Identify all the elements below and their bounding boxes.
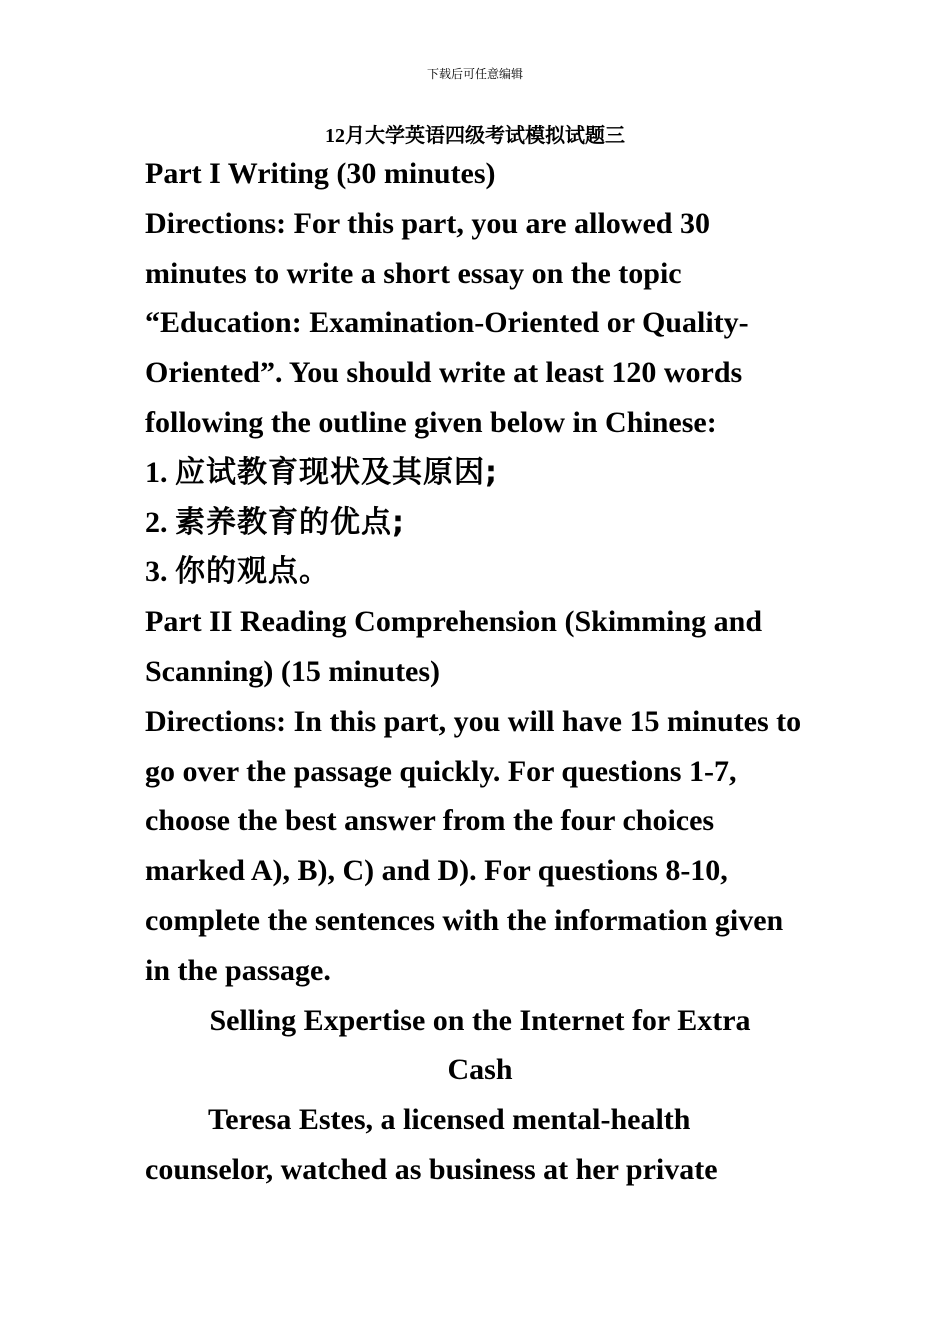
part2-heading: Part II Reading Comprehension (Skimming and Scanning) (15 minutes) — [145, 605, 763, 688]
outline-item-3-number: 3. — [145, 555, 168, 589]
outline-item-3-text: 你的观点。 — [175, 554, 330, 590]
outline-item-1-number: 1. — [145, 455, 168, 489]
document-title-text: 12月大学英语四级考试模拟试题三 — [325, 125, 625, 147]
outline-item-3 — [145, 547, 815, 597]
document-title — [0, 122, 950, 150]
part1-heading: Part I Writing (30 minutes) — [145, 157, 496, 190]
part1-directions: Directions: For this part, you are allowed 30 minutes to write a short essay on the topic “Education: Examination-Oriented or Quality-Oriented”. You should write at least 120 words following the outline given below in Chinese: — [145, 206, 749, 439]
outline-item-2 — [145, 498, 815, 548]
page-header-note: 下载后可任意编辑 — [426, 67, 523, 81]
part2-directions: Directions: In this part, you will have 15 minutes to go over the passage quickly. For questions 1-7, choose the best answer from the four choices marked A), B), C) and D). For questions 8-10, complete the sentences with the information given in the passage. — [145, 704, 802, 987]
outline-item-1 — [145, 448, 815, 498]
article-paragraph-1: Teresa Estes, a licensed mental-health counselor, watched as business at her private — [145, 1103, 718, 1186]
outline-item-1-text: 应试教育现状及其原因; — [175, 454, 498, 490]
outline-item-2-text: 素养教育的优点; — [175, 504, 405, 540]
article-title-line-2: Cash — [447, 1053, 513, 1087]
outline-item-2-number: 2. — [145, 505, 168, 539]
article-title-line-1: Selling Expertise on the Internet for Extra — [209, 1003, 751, 1037]
document-body — [145, 149, 815, 1195]
